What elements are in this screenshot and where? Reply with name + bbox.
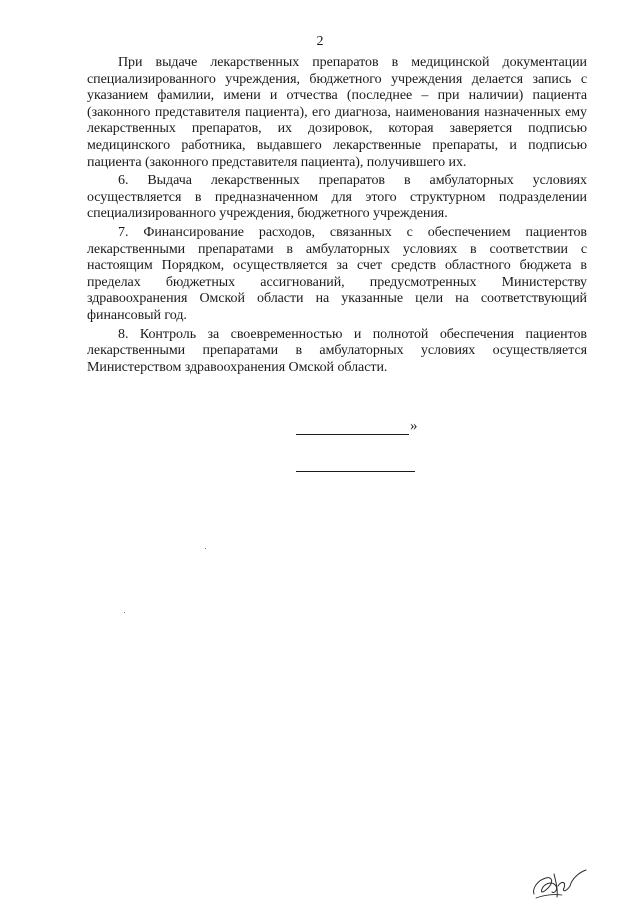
scan-speck [205, 548, 206, 549]
end-underline [296, 418, 409, 435]
paragraph-dispensing-record: При выдаче лекарственных препаратов в медицинской документации специализированного учреждения, бюджетного учреждения делается запись с указанием фамилии, имени и отчества (последнее – при наличии) пациента (законного представителя пациента), его диагноза, наименования назначенных ему лекарственных препаратов, их дозировок, которая заверяется подписью медицинского работника, выдавшего лекарственные препараты, и подписью пациента (законного представителя пациента), получившего их. [87, 55, 587, 170]
closing-quote-mark: » [410, 418, 418, 434]
scan-speck [124, 612, 125, 613]
page-number: 2 [316, 34, 324, 49]
document-body [87, 55, 587, 378]
paragraph-7-financing: 7. Финансирование расходов, связанных с обеспечением пациентов лекарственными препаратами в амбулаторных условиях в соответствии с настоящим Порядком, осуществляется за счет средств областного бюджета в пределах бюджетных ассигнований, предусмотренных Министерству здравоохранения Омской области на указанные цели на соответствующий финансовый год. [87, 224, 587, 323]
end-of-text-line [296, 417, 418, 435]
paragraph-8-control: 8. Контроль за своевременностью и полнотой обеспечения пациентов лекарственными препаратами в амбулаторных условиях осуществляется Министерством здравоохранения Омской области. [87, 326, 587, 375]
paragraph-6-dispensing-location: 6. Выдача лекарственных препаратов в амбулаторных условиях осуществляется в предназначенном для этого структурном подразделении специализированного учреждения, бюджетного учреждения. [87, 173, 587, 222]
signature-mark [528, 864, 590, 900]
final-separator-line [296, 471, 415, 472]
